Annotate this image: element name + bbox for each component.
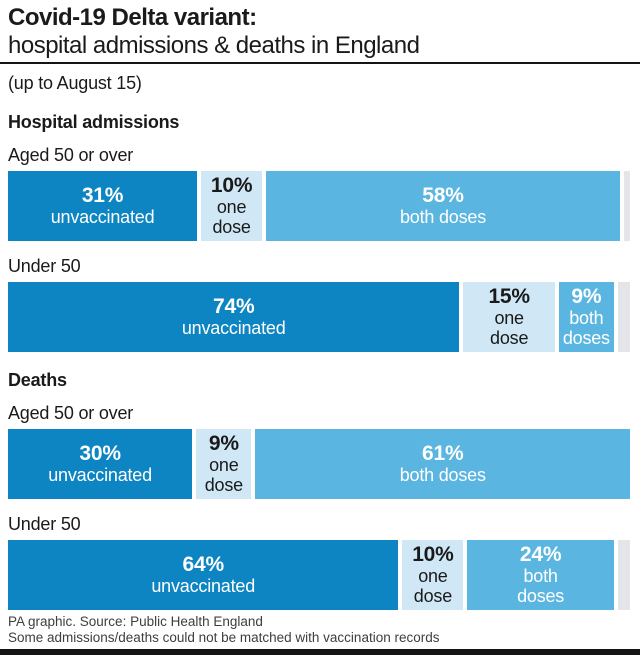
stacked-bar — [8, 171, 630, 241]
segment-percent-label: 9% — [208, 432, 239, 455]
segment-percent-label: 64% — [182, 553, 224, 576]
segment-percent-label: 10% — [210, 174, 253, 197]
bar-segment-both-doses — [266, 171, 620, 241]
segment-percent-label: 15% — [488, 285, 530, 308]
footer — [8, 614, 630, 646]
bar-group-label: Under 50 — [8, 514, 81, 534]
segment-word-label: both — [569, 308, 604, 328]
bar-segment-unvaccinated — [8, 540, 398, 610]
segment-percent-label: 31% — [81, 184, 124, 207]
stacked-bar — [8, 282, 630, 352]
date-note: (up to August 15) — [8, 73, 142, 93]
bar-group-label: Aged 50 or over — [8, 145, 134, 165]
bar-segment-one-dose — [402, 540, 463, 610]
segment-word-label: both doses — [399, 465, 486, 485]
segment-word-label: unvaccinated — [50, 207, 155, 227]
segment-percent-label: 10% — [412, 543, 454, 566]
segment-percent-label: 61% — [422, 442, 464, 465]
bar-segment-one-dose — [196, 429, 251, 499]
footnote-line: Some admissions/deaths could not be matched with vaccination records — [8, 630, 440, 645]
segment-word-label: both — [523, 566, 558, 586]
segment-percent-label: 9% — [571, 285, 602, 308]
stacked-bar — [8, 540, 630, 610]
bottom-black-bar — [0, 649, 640, 655]
bar-segment-remainder — [618, 282, 630, 352]
segment-percent-label: 24% — [519, 543, 562, 566]
segment-percent-label: 74% — [212, 295, 255, 318]
segment-word-label: unvaccinated — [181, 318, 286, 338]
segment-word-label: dose — [490, 328, 529, 348]
segment-percent-label: 58% — [422, 184, 464, 207]
bar-group-label: Under 50 — [8, 256, 81, 276]
bar-segment-one-dose — [201, 171, 262, 241]
segment-word-label: one — [216, 197, 247, 217]
segment-word-label: unvaccinated — [48, 465, 152, 485]
page-title: Covid-19 Delta variant: — [8, 4, 257, 31]
source-line: PA graphic. Source: Public Health England — [8, 614, 263, 629]
page-subtitle-line: hospital admissions & deaths in England — [8, 32, 420, 59]
bar-segment-unvaccinated — [8, 282, 459, 352]
segment-word-label: both doses — [399, 207, 487, 227]
bar-segment-one-dose — [463, 282, 555, 352]
section-heading: Deaths — [8, 370, 67, 390]
bar-segment-remainder — [624, 171, 630, 241]
title-block — [0, 0, 640, 60]
bar-segment-unvaccinated — [8, 429, 192, 499]
segment-word-label: one — [418, 566, 448, 586]
bar-segment-both-doses — [559, 282, 614, 352]
bar-group-label: Aged 50 or over — [8, 403, 134, 423]
segment-word-label: dose — [413, 586, 453, 606]
section-heading: Hospital admissions — [8, 112, 180, 132]
segment-percent-label: 30% — [79, 442, 121, 465]
segment-word-label: dose — [204, 475, 243, 495]
segment-word-label: doses — [562, 328, 610, 348]
segment-word-label: dose — [212, 217, 251, 237]
stacked-bar — [8, 429, 630, 499]
bar-segment-both-doses — [255, 429, 630, 499]
segment-word-label: doses — [517, 586, 565, 606]
segment-word-label: one — [209, 455, 239, 475]
segment-word-label: unvaccinated — [151, 576, 256, 596]
bar-segment-unvaccinated — [8, 171, 197, 241]
bar-segment-remainder — [618, 540, 630, 610]
chart — [8, 112, 630, 610]
segment-word-label: one — [494, 308, 524, 328]
title-divider-rule — [0, 62, 640, 64]
bar-segment-both-doses — [467, 540, 613, 610]
